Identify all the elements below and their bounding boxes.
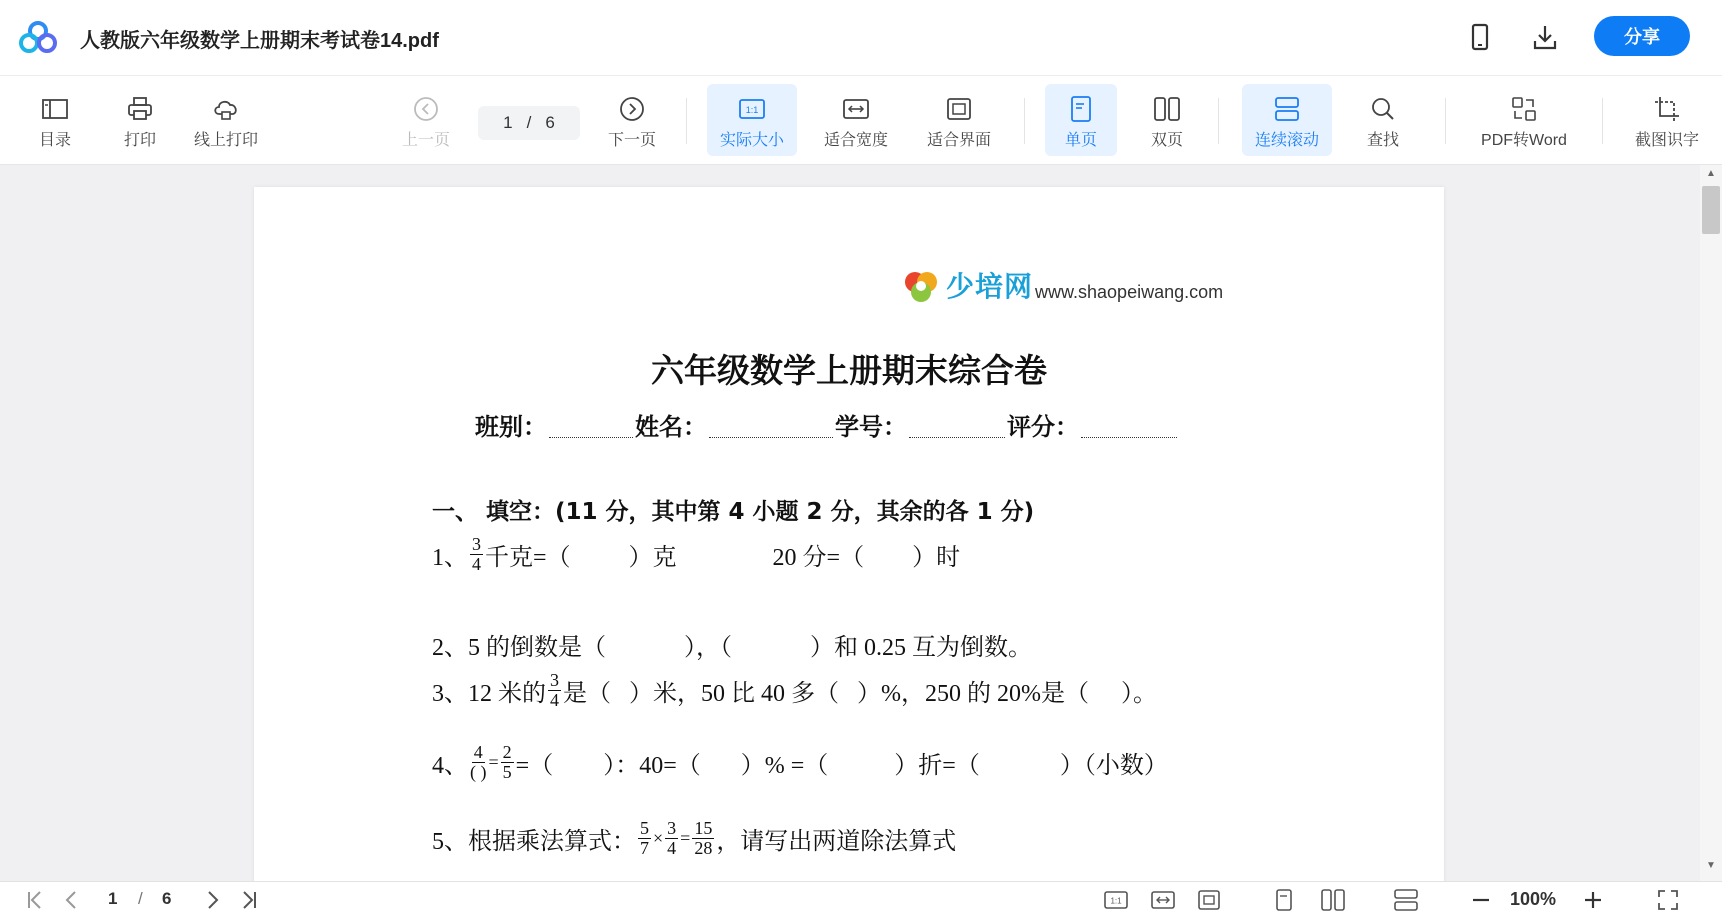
crop-icon [1653, 95, 1681, 123]
question-text: =（ [515, 753, 554, 779]
double-page-icon[interactable] [1320, 888, 1346, 912]
toolbar-divider [1445, 98, 1446, 144]
print-label: 打印 [123, 132, 156, 149]
pdf-page [254, 187, 1444, 881]
ocr-button[interactable] [1624, 84, 1710, 156]
toolbar-divider [686, 98, 687, 144]
find-label: 查找 [1366, 132, 1399, 149]
actual-size-icon [737, 97, 767, 121]
prev-page-button[interactable] [396, 84, 456, 156]
class-label: 班别： [475, 413, 547, 441]
next-page-icon[interactable] [200, 888, 224, 912]
question-text: 5 的倒数是（ [468, 635, 606, 661]
question-number: 3、 [432, 681, 468, 707]
question-number: 4、 [432, 753, 468, 779]
question-number: 5、 [432, 829, 468, 855]
student-info-line [475, 407, 1179, 442]
fraction: $\frac{3}{4}$ [472, 534, 481, 574]
document-viewer[interactable] [0, 165, 1700, 881]
equals-sign: = [488, 752, 499, 772]
brand-url: www.shaopeiwang.com [1035, 282, 1224, 302]
online-print-label: 线上打印 [193, 132, 258, 149]
status-total-pages: 6 [162, 889, 172, 908]
ocr-label: 截图识字 [1634, 132, 1699, 149]
fraction: $\frac{15}{28}$ [694, 818, 713, 858]
question-number: 2、 [432, 635, 468, 661]
score-label: 评分： [1007, 413, 1079, 441]
question-text: 根据乘法算式： [468, 829, 636, 855]
prev-page-icon[interactable] [60, 888, 84, 912]
question-2 [432, 627, 1032, 662]
chevron-right-circle-icon [618, 95, 646, 123]
scroll-up-arrow-icon[interactable]: ▲ [1706, 168, 1716, 179]
printer-icon [126, 96, 154, 122]
chevron-left-circle-icon [412, 95, 440, 123]
actual-size-label: 实际大小 [719, 132, 784, 149]
fullscreen-icon[interactable] [1656, 888, 1680, 912]
question-1 [432, 535, 960, 574]
prev-page-label: 上一页 [401, 132, 450, 149]
online-print-button[interactable] [186, 84, 266, 156]
find-button[interactable] [1353, 84, 1413, 156]
zoom-in-icon[interactable] [1582, 888, 1604, 912]
vertical-scrollbar[interactable] [1700, 165, 1722, 881]
scroll-down-arrow-icon[interactable]: ▼ [1706, 860, 1716, 871]
status-bar [0, 881, 1722, 918]
share-button[interactable]: 分享 [1594, 16, 1690, 56]
fraction: $\frac{4}{( )}$ [470, 742, 487, 782]
question-text: ）克 [628, 545, 677, 571]
title-bar [0, 0, 1722, 76]
question-text: ）折=（ [894, 753, 980, 779]
question-text: ，请写出两道除法算式 [716, 829, 957, 855]
double-page-label: 双页 [1150, 132, 1183, 149]
download-icon[interactable] [1531, 22, 1559, 52]
question-text: ）：40=（ [603, 753, 701, 779]
page-input[interactable] [478, 106, 580, 140]
fraction: $\frac{2}{5}$ [502, 742, 512, 782]
flower-logo-icon [902, 267, 940, 305]
question-text: ）（小数） [1059, 753, 1168, 779]
zoom-level[interactable]: 100% [1510, 889, 1557, 909]
page-separator: / [526, 113, 532, 132]
question-text: 20 分=（ [772, 545, 865, 571]
score-blank [1081, 433, 1177, 438]
class-blank [549, 433, 633, 438]
scrollbar-thumb[interactable] [1702, 186, 1720, 234]
zoom-out-icon[interactable] [1470, 888, 1492, 912]
double-page-button[interactable] [1131, 84, 1203, 156]
brand-name: 少培网 [946, 271, 1034, 302]
double-page-icon [1152, 95, 1182, 123]
section-heading: 一、 填空：(11 分，其中第 4 小题 2 分，其余的各 1 分) [432, 499, 1035, 525]
search-icon [1369, 95, 1397, 123]
current-page: 1 [503, 113, 513, 132]
print-button[interactable] [115, 84, 165, 156]
first-page-icon[interactable] [24, 888, 48, 912]
question-number: 1、 [432, 545, 468, 571]
total-pages: 6 [545, 113, 555, 132]
question-3 [432, 671, 1157, 710]
next-page-label: 下一页 [607, 132, 656, 149]
times-sign: × [653, 828, 664, 848]
fit-page-label: 适合界面 [926, 132, 991, 149]
app-logo-icon [18, 20, 58, 54]
single-page-button[interactable] [1045, 84, 1117, 156]
toolbar-divider [1602, 98, 1603, 144]
continuous-scroll-icon [1273, 95, 1301, 123]
question-4 [432, 743, 1168, 782]
single-page-icon [1068, 95, 1094, 123]
single-page-label: 单页 [1064, 132, 1097, 149]
phone-icon[interactable] [1466, 22, 1494, 52]
next-page-button[interactable] [602, 84, 662, 156]
question-text: ）% =（ [740, 753, 829, 779]
status-current-page[interactable]: 1 [108, 889, 118, 908]
question-text: ），（ [684, 635, 732, 661]
continuous-scroll-button[interactable] [1242, 84, 1332, 156]
question-text: 12 米的 [468, 681, 546, 707]
brand-logo [902, 265, 1223, 305]
question-5 [432, 819, 956, 858]
id-blank [909, 433, 1005, 438]
fit-width-label: 适合宽度 [823, 132, 888, 149]
convert-icon [1510, 95, 1538, 123]
equals-sign: = [680, 828, 691, 848]
toc-label: 目录 [38, 132, 71, 149]
question-text: 是（ [563, 681, 611, 707]
actual-size-button[interactable] [707, 84, 797, 156]
exam-title: 六年级数学上册期末综合卷 [651, 351, 1047, 390]
fit-width-icon [841, 97, 871, 121]
name-blank [709, 433, 833, 438]
continuous-scroll-label: 连续滚动 [1254, 132, 1319, 149]
toolbar-divider [1218, 98, 1219, 144]
cloud-print-icon [211, 96, 241, 122]
fit-width-icon[interactable] [1150, 888, 1176, 912]
continuous-scroll-icon[interactable] [1393, 888, 1419, 912]
status-page-separator: / [138, 889, 143, 908]
pdf-to-word-label: PDF转Word [1481, 132, 1567, 149]
fit-page-icon[interactable] [1196, 888, 1222, 912]
question-text: 千克=（ [485, 545, 571, 571]
pdf-to-word-button[interactable] [1468, 84, 1580, 156]
fit-page-icon [944, 97, 974, 121]
question-text: ）米，50 比 40 多（ [629, 681, 839, 707]
question-text: ）时 [912, 545, 961, 571]
last-page-icon[interactable] [236, 888, 260, 912]
id-label: 学号： [835, 413, 907, 441]
name-label: 姓名： [635, 413, 707, 441]
status-actual-size-badge: 1:1 [1110, 896, 1122, 906]
toc-button[interactable] [30, 84, 80, 156]
toolbar [0, 76, 1722, 165]
single-page-icon[interactable] [1272, 888, 1296, 912]
document-title: 人教版六年级数学上册期末考试卷14.pdf [80, 30, 439, 52]
actual-size-icon[interactable] [1103, 888, 1129, 912]
fraction: $\frac{3}{4}$ [667, 818, 677, 858]
fit-page-button[interactable] [914, 84, 1004, 156]
toolbar-divider [1024, 98, 1025, 144]
fraction: $\frac{3}{4}$ [550, 670, 559, 710]
toc-icon [41, 97, 69, 121]
fraction: $\frac{5}{7}$ [640, 818, 649, 858]
fit-width-button[interactable] [811, 84, 901, 156]
actual-size-badge: 1:1 [745, 105, 759, 115]
question-text: ）和 0.25 互为倒数。 [810, 635, 1032, 661]
question-text: ）%，250 的 20%是（ [857, 681, 1089, 707]
question-text: ）。 [1120, 681, 1157, 707]
